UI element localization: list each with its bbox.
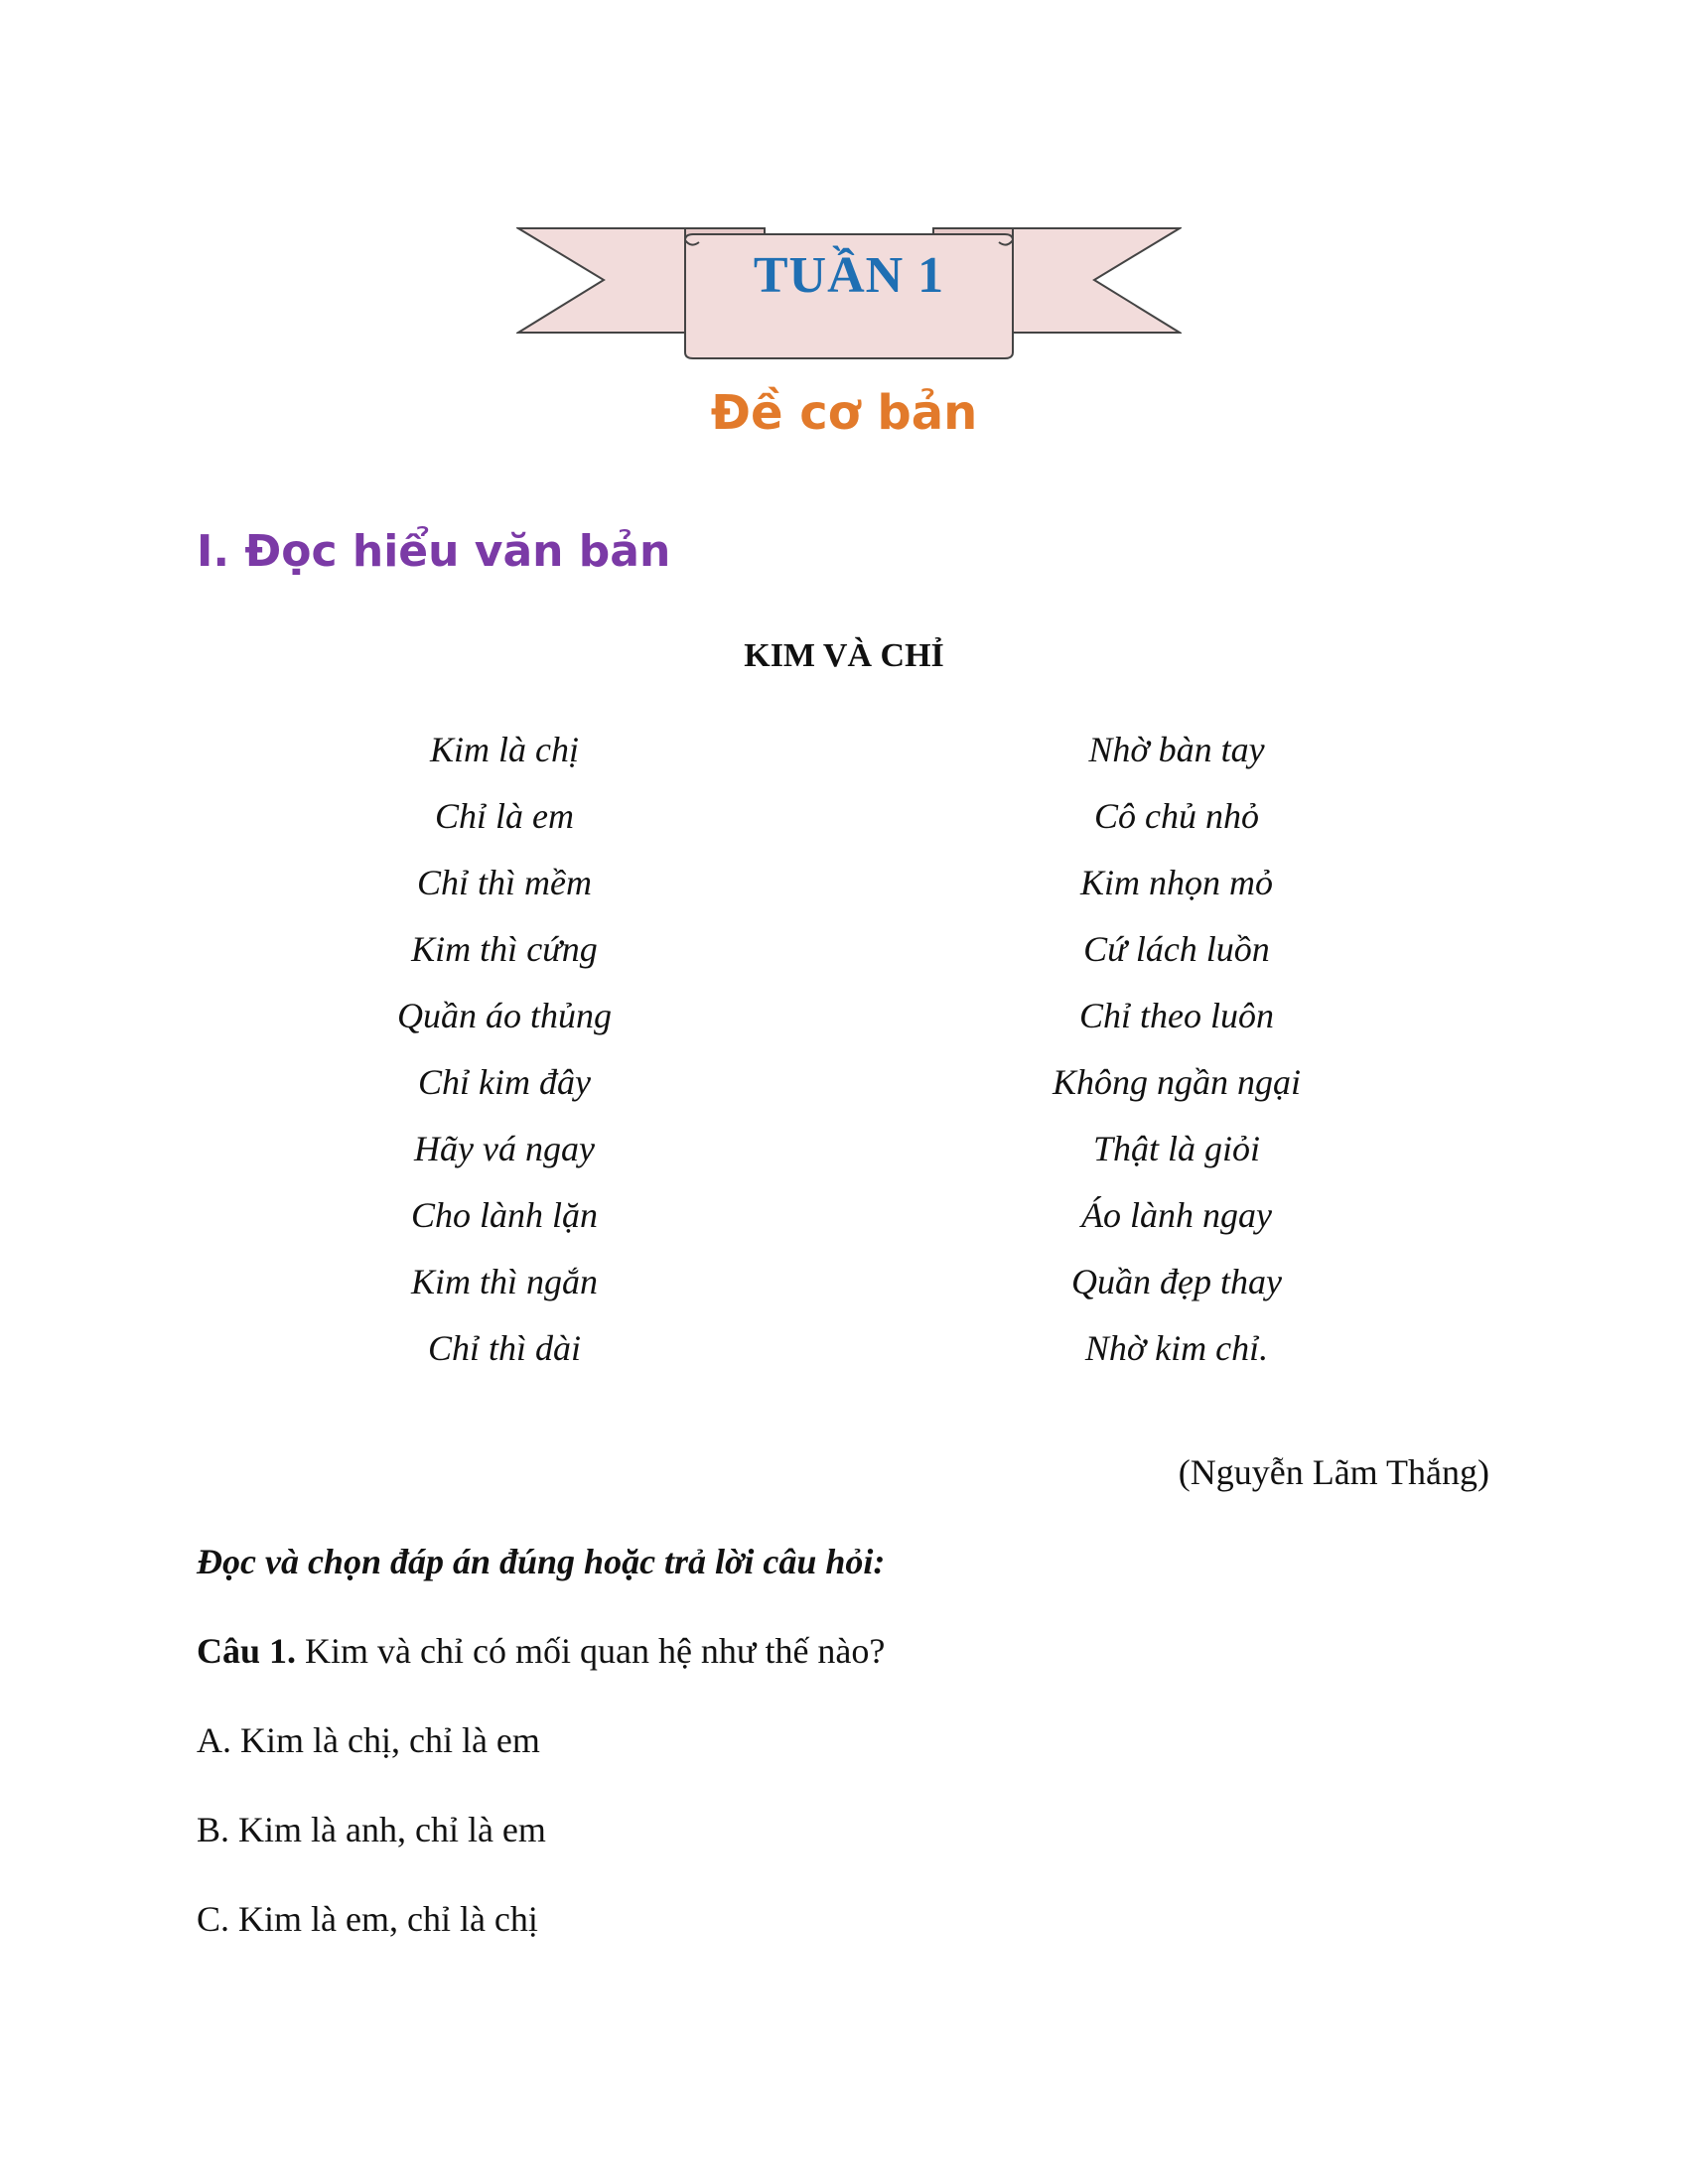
poem-line: Kim là chị [430,730,579,769]
poem-line: Cho lành lặn [410,1195,598,1235]
poem-line: Kim thì ngắn [410,1262,598,1301]
poem-line: Nhờ bàn tay [1088,730,1265,769]
poem-right-column [928,717,1425,1382]
answer-option-c[interactable]: C. Kim là em, chỉ là chị [197,1899,538,1939]
question-1 [197,1630,885,1672]
week-title: TUẦN 1 [753,247,945,304]
poem-line: Quần áo thủng [397,996,612,1035]
poem-title: KIM VÀ CHỈ [744,637,944,674]
poem-line: Không ngần ngại [1052,1062,1301,1102]
poem-line: Thật là giỏi [1092,1129,1261,1168]
question-text: Kim và chỉ có mối quan hệ như thế nào? [305,1631,886,1671]
poem-line: Chỉ theo luôn [1079,996,1274,1035]
instruction-text: Đọc và chọn đáp án đúng hoặc trả lời câu hỏi: [197,1542,886,1581]
poem-line: Chỉ thì dài [427,1328,582,1368]
question-label: Câu 1. [197,1631,297,1671]
poem-line: Hãy vá ngay [414,1129,595,1168]
poem-line: Chỉ kim đây [418,1062,591,1102]
poem-line: Áo lành ngay [1081,1195,1272,1235]
poem-line: Chỉ là em [435,796,574,836]
poem-line: Cứ lách luồn [1083,929,1270,969]
poem-line: Cô chủ nhỏ [1094,796,1259,836]
answer-option-a[interactable]: A. Kim là chị, chỉ là em [197,1720,540,1760]
poem-author: (Nguyễn Lãm Thắng) [1178,1452,1489,1492]
exam-subtitle: Đề cơ bản [710,385,978,441]
poem-left-column [256,717,753,1382]
poem-line: Nhờ kim chỉ. [1084,1328,1269,1368]
poem-line: Kim nhọn mỏ [1079,863,1273,902]
answer-option-b[interactable]: B. Kim là anh, chỉ là em [197,1810,546,1849]
poem-line: Quần đẹp thay [1071,1262,1282,1301]
week-banner [516,218,1182,367]
poem-line: Kim thì cứng [411,929,598,969]
poem-line: Chỉ thì mềm [417,863,592,902]
section-heading: I. Đọc hiểu văn bản [197,526,671,577]
